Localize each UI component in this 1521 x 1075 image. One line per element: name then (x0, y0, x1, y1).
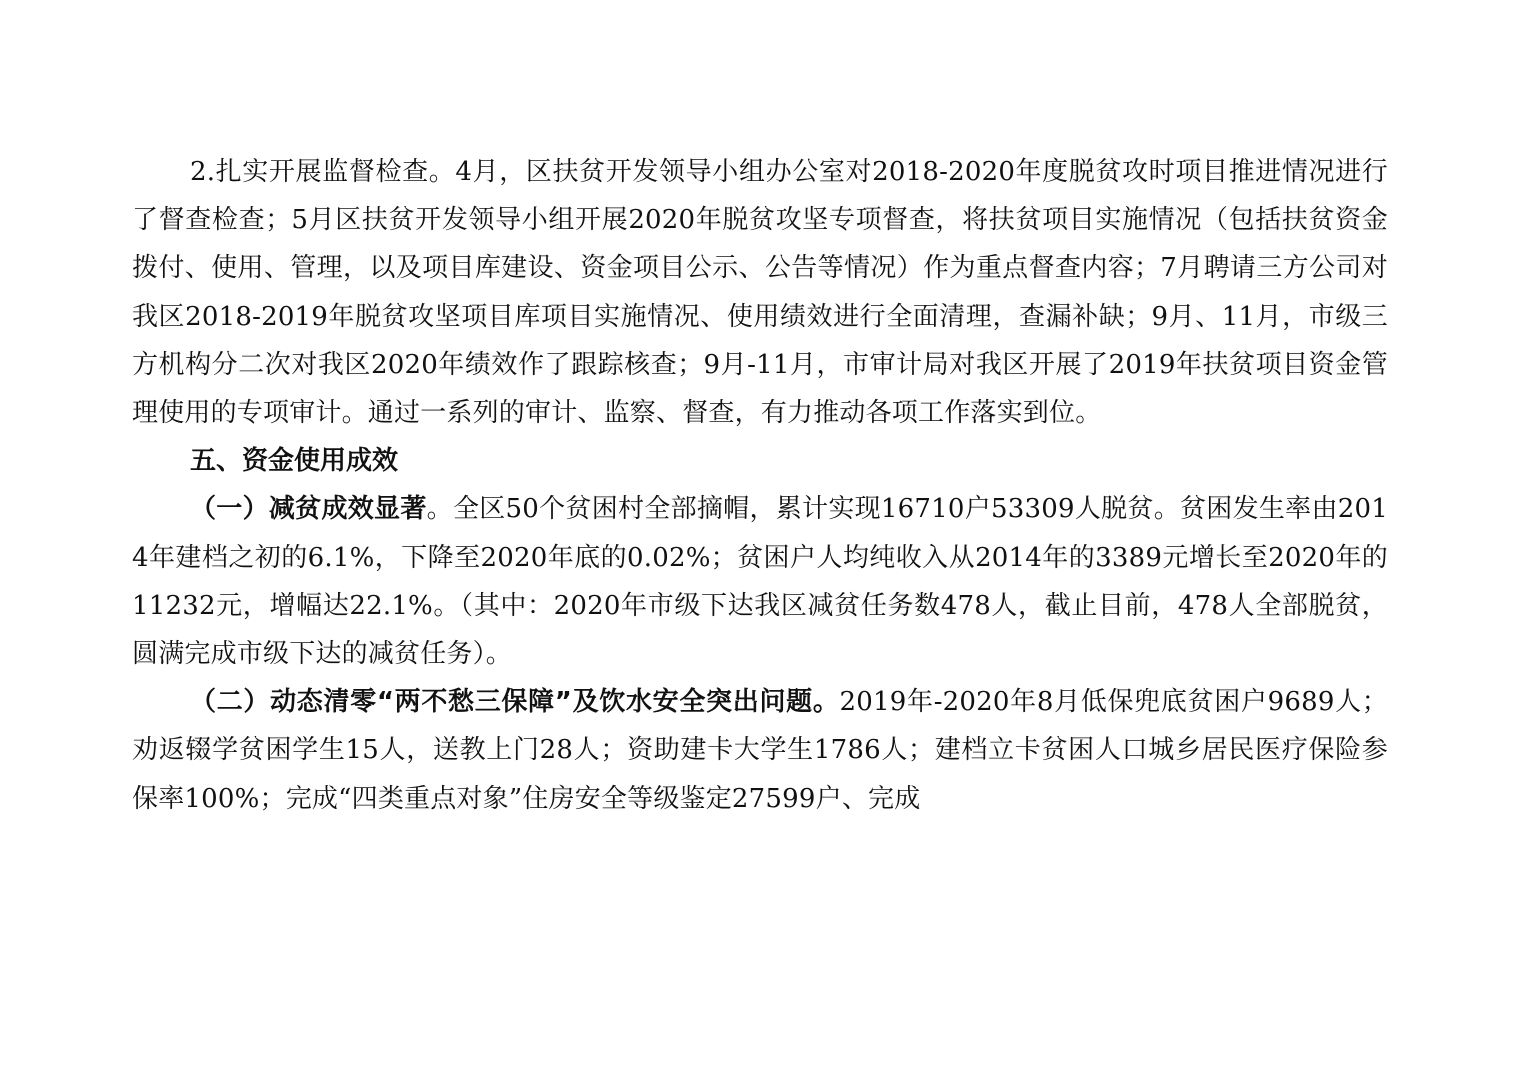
item2-lead: （二）动态清零“两不愁三保障”及饮水安全突出问题。 (190, 687, 840, 718)
paragraph-poverty-reduction (132, 485, 1388, 678)
paragraph-supervision-inspection: 2.扎实开展监督检查。4月，区扶贫开发领导小组办公室对2018-2020年度脱贫攻时项目推进情况进行了督查检查；5月区扶贫开发领导小组开展2020年脱贫攻坚专项督查，将扶贫项目实施情况（包括扶贫资金拨付、使用、管理，以及项目库建设、资金项目公示、公告等情况）作为重点督查内容；7月聘请三方公司对我区2018-2019年脱贫攻坚项目库项目实施情况、使用绩效进行全面清理，查漏补缺；9月、11月，市级三方机构分二次对我区2020年绩效作了跟踪核查；9月-11月，市审计局对我区开展了2019年扶贫项目资金管理使用的专项审计。通过一系列的审计、监察、督查，有力推动各项工作落实到位。 (132, 157, 1388, 429)
item1-lead: （一）减贫成效显著 (190, 494, 427, 525)
item1-body: 。全区50个贫困村全部摘帽，累计实现16710户53309人脱贫。贫困发生率由2014年建档之初的6.1%，下降至2020年底的0.02%；贫困户人均纯收入从2014年的3389元增长至2020年的11232元，增幅达22.1%。（其中：2020年市级下达我区减贫任务数478人，截止目前，478人全部脱贫，圆满完成市级下达的减贫任务）。 (132, 494, 1388, 670)
item2-body: 2019年-2020年8月低保兜底贫困户9689人；劝返辍学贫困学生15人，送教上门28人；资助建卡大学生1786人；建档立卡贫困人口城乡居民医疗保险参保率100%；完成“四类重点对象”住房安全等级鉴定27599户、完成 (132, 687, 1388, 814)
paragraph-dynamic-clearance (132, 678, 1388, 823)
section-heading-fund-results: 五、资金使用成效 (190, 446, 399, 477)
document-body (132, 148, 1388, 823)
